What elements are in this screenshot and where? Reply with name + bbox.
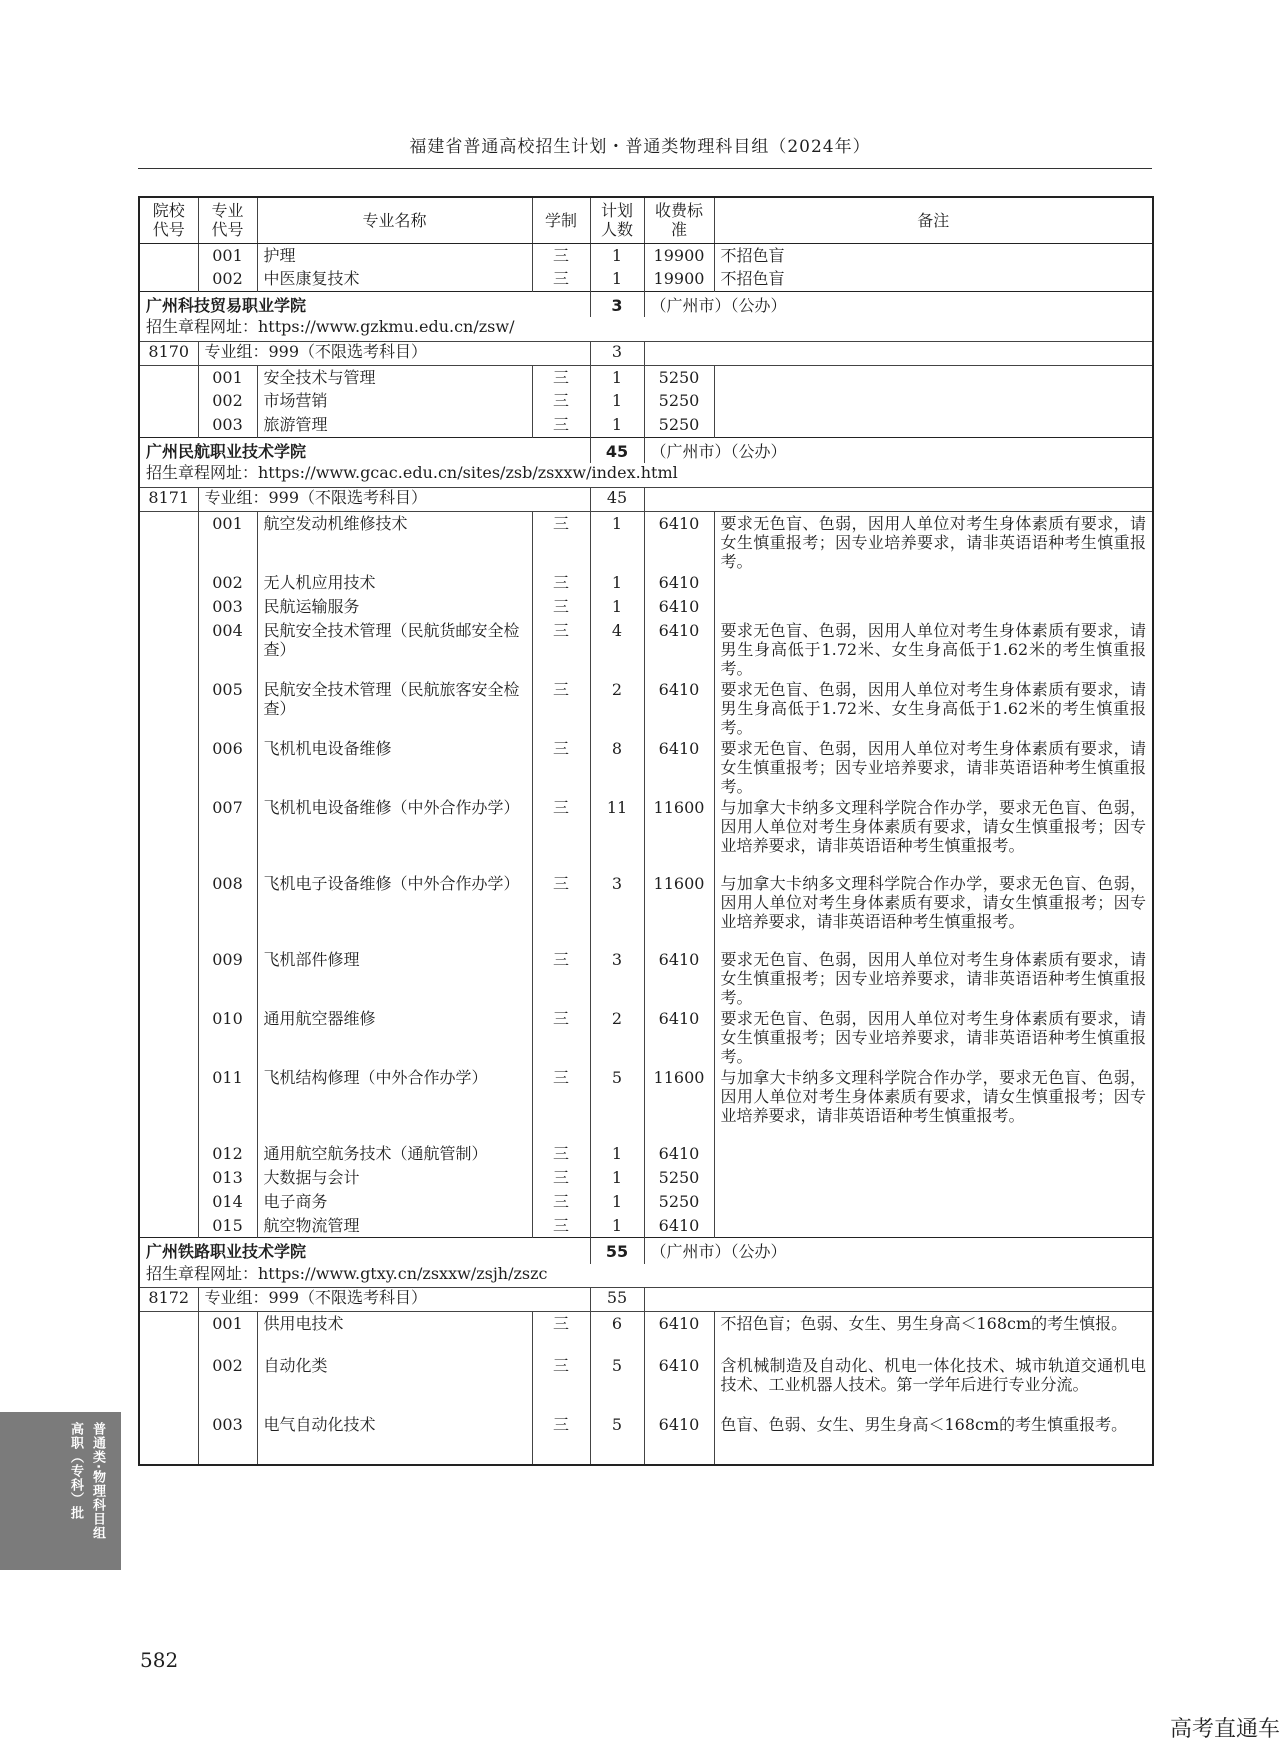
major-name: 大数据与会计 [257, 1166, 532, 1190]
major-note [714, 389, 1153, 413]
major-quota: 1 [590, 1214, 644, 1238]
school-code-cell [139, 243, 198, 267]
school-row [139, 437, 1153, 463]
table-header-row [139, 197, 1153, 243]
major-row [139, 1413, 1153, 1455]
major-code: 008 [198, 872, 257, 948]
major-duration: 三 [532, 595, 590, 619]
major-quota: 1 [590, 243, 644, 267]
major-row [139, 365, 1153, 389]
major-group-row [139, 1288, 1153, 1312]
spacer-cell [644, 1455, 714, 1465]
running-head: 福建省普通高校招生计划・普通类物理科目组（2024年） [409, 137, 871, 157]
major-name: 通用航空航务技术（通航管制） [257, 1142, 532, 1166]
major-note: 色盲、色弱、女生、男生身高＜168cm的考生慎重报考。 [714, 1413, 1153, 1455]
school-code-cell [139, 365, 198, 389]
major-fee: 6410 [644, 678, 714, 737]
major-duration: 三 [532, 1066, 590, 1142]
major-row [139, 267, 1153, 291]
major-quota: 1 [590, 413, 644, 437]
major-code: 014 [198, 1190, 257, 1214]
major-row [139, 1066, 1153, 1142]
major-fee: 11600 [644, 1066, 714, 1142]
major-row [139, 511, 1153, 571]
school-code-cell [139, 389, 198, 413]
major-name: 民航安全技术管理（民航货邮安全检查） [257, 619, 532, 678]
enrollment-plan-table [138, 196, 1154, 1466]
major-duration: 三 [532, 1354, 590, 1413]
group-quota: 45 [590, 487, 644, 511]
spacer-cell [714, 1455, 1153, 1465]
major-code: 006 [198, 737, 257, 796]
major-duration: 三 [532, 1214, 590, 1238]
page-number: 582 [140, 1648, 179, 1672]
major-row [139, 1166, 1153, 1190]
spacer-cell [532, 1455, 590, 1465]
major-code: 003 [198, 595, 257, 619]
major-duration: 三 [532, 267, 590, 291]
major-duration: 三 [532, 796, 590, 872]
major-quota: 1 [590, 267, 644, 291]
major-name: 民航安全技术管理（民航旅客安全检查） [257, 678, 532, 737]
major-name: 民航运输服务 [257, 595, 532, 619]
school-code-cell [139, 1354, 198, 1413]
major-duration: 三 [532, 243, 590, 267]
major-fee: 11600 [644, 872, 714, 948]
major-fee: 6410 [644, 1007, 714, 1066]
major-note [714, 571, 1153, 595]
major-code: 007 [198, 796, 257, 872]
major-code: 001 [198, 243, 257, 267]
major-quota: 2 [590, 1007, 644, 1066]
major-row [139, 243, 1153, 267]
major-code: 012 [198, 1142, 257, 1166]
major-fee: 5250 [644, 1166, 714, 1190]
major-name: 无人机应用技术 [257, 571, 532, 595]
major-fee: 6410 [644, 737, 714, 796]
major-row [139, 619, 1153, 678]
major-code: 010 [198, 1007, 257, 1066]
school-code-cell [139, 1413, 198, 1455]
major-group-row [139, 341, 1153, 365]
major-fee: 6410 [644, 571, 714, 595]
major-quota: 4 [590, 619, 644, 678]
major-duration: 三 [532, 511, 590, 571]
major-quota: 6 [590, 1312, 644, 1354]
school-region-text: （广州市）（公办） [650, 1242, 787, 1261]
major-quota: 1 [590, 1190, 644, 1214]
major-duration: 三 [532, 678, 590, 737]
header-fee: 收费标准 [644, 197, 714, 243]
major-row [139, 1007, 1153, 1066]
school-region-text: （广州市）（公办） [650, 441, 787, 461]
major-duration: 三 [532, 365, 590, 389]
school-charter-url: 招生章程网址：https://www.gzkmu.edu.cn/zsw/ [139, 317, 1153, 341]
school-code-cell [139, 872, 198, 948]
major-note [714, 365, 1153, 389]
major-name: 供用电技术 [257, 1312, 532, 1354]
major-fee: 5250 [644, 413, 714, 437]
major-note: 含机械制造及自动化、机电一体化技术、城市轨道交通机电技术、工业机器人技术。第一学年后进行专业分流。 [714, 1354, 1153, 1413]
major-name: 飞机结构修理（中外合作办学） [257, 1066, 532, 1142]
school-code-cell [139, 511, 198, 571]
major-quota: 2 [590, 678, 644, 737]
table-bottom-spacer [139, 1455, 1153, 1465]
major-quota: 1 [590, 365, 644, 389]
school-code-cell [139, 267, 198, 291]
major-duration: 三 [532, 389, 590, 413]
major-note: 要求无色盲、色弱，因用人单位对考生身体素质有要求，请女生慎重报考；因专业培养要求，请非英语语种考生慎重报考。 [714, 948, 1153, 1007]
header-quota: 计划人数 [590, 197, 644, 243]
group-label: 专业组：999（不限选考科目） [198, 1288, 590, 1312]
table-body [139, 243, 1153, 1465]
major-row [139, 1142, 1153, 1166]
school-code-cell [139, 737, 198, 796]
major-name: 通用航空器维修 [257, 1007, 532, 1066]
major-quota: 5 [590, 1066, 644, 1142]
major-row [139, 1312, 1153, 1354]
major-code: 002 [198, 389, 257, 413]
school-row [139, 291, 1153, 317]
side-tab-line-2: 高职（专科）批 [68, 1422, 83, 1520]
major-fee: 6410 [644, 1214, 714, 1238]
major-fee: 19900 [644, 243, 714, 267]
major-quota: 1 [590, 571, 644, 595]
header-school-code: 院校代号 [139, 197, 198, 243]
group-quota: 3 [590, 341, 644, 365]
major-row [139, 678, 1153, 737]
major-note [714, 1142, 1153, 1166]
school-code-cell [139, 1214, 198, 1238]
major-quota: 8 [590, 737, 644, 796]
major-code: 002 [198, 571, 257, 595]
major-name: 旅游管理 [257, 413, 532, 437]
major-row [139, 1190, 1153, 1214]
school-name: 广州科技贸易职业学院 [139, 291, 590, 317]
school-code-cell [139, 1312, 198, 1354]
major-duration: 三 [532, 872, 590, 948]
major-name: 飞机部件修理 [257, 948, 532, 1007]
major-note: 不招色盲 [714, 267, 1153, 291]
major-note [714, 1190, 1153, 1214]
school-url-row [139, 1264, 1153, 1288]
major-fee: 6410 [644, 1142, 714, 1166]
school-url-row [139, 463, 1153, 487]
major-duration: 三 [532, 1190, 590, 1214]
major-fee: 5250 [644, 389, 714, 413]
major-name: 安全技术与管理 [257, 365, 532, 389]
major-note: 要求无色盲、色弱，因用人单位对考生身体素质有要求，请女生慎重报考；因专业培养要求，请非英语语种考生慎重报考。 [714, 1007, 1153, 1066]
school-code-cell [139, 1007, 198, 1066]
major-code: 001 [198, 511, 257, 571]
major-row [139, 872, 1153, 948]
major-note: 与加拿大卡纳多文理科学院合作办学，要求无色盲、色弱，因用人单位对考生身体素质有要求，请女生慎重报考；因专业培养要求，请非英语语种考生慎重报考。 [714, 1066, 1153, 1142]
major-note: 与加拿大卡纳多文理科学院合作办学，要求无色盲、色弱，因用人单位对考生身体素质有要求，请女生慎重报考；因专业培养要求，请非英语语种考生慎重报考。 [714, 872, 1153, 948]
major-code: 009 [198, 948, 257, 1007]
major-code: 015 [198, 1214, 257, 1238]
major-row [139, 796, 1153, 872]
major-code: 005 [198, 678, 257, 737]
major-name: 护理 [257, 243, 532, 267]
major-note [714, 595, 1153, 619]
major-code: 002 [198, 267, 257, 291]
major-row [139, 595, 1153, 619]
major-quota: 11 [590, 796, 644, 872]
spacer-cell [198, 1455, 257, 1465]
school-name: 广州民航职业技术学院 [139, 437, 590, 463]
major-row [139, 948, 1153, 1007]
major-note: 要求无色盲、色弱，因用人单位对考生身体素质有要求，请女生慎重报考；因专业培养要求，请非英语语种考生慎重报考。 [714, 737, 1153, 796]
major-note: 不招色盲 [714, 243, 1153, 267]
school-quota: 45 [590, 437, 644, 463]
group-empty [644, 1288, 1153, 1312]
group-label: 专业组：999（不限选考科目） [198, 487, 590, 511]
school-code-cell [139, 571, 198, 595]
group-label: 专业组：999（不限选考科目） [198, 341, 590, 365]
group-code: 8170 [139, 341, 198, 365]
school-code-cell [139, 1066, 198, 1142]
major-fee: 6410 [644, 948, 714, 1007]
major-row [139, 1214, 1153, 1238]
major-fee: 6410 [644, 1354, 714, 1413]
major-row [139, 1354, 1153, 1413]
school-quota: 3 [590, 291, 644, 317]
school-code-cell [139, 796, 198, 872]
school-code-cell [139, 595, 198, 619]
major-note [714, 1166, 1153, 1190]
school-code-cell [139, 1142, 198, 1166]
header-major-name: 专业名称 [257, 197, 532, 243]
major-quota: 3 [590, 872, 644, 948]
school-url-row [139, 317, 1153, 341]
group-quota: 55 [590, 1288, 644, 1312]
major-name: 自动化类 [257, 1354, 532, 1413]
header-notes: 备注 [714, 197, 1153, 243]
major-name: 飞机机电设备维修 [257, 737, 532, 796]
major-duration: 三 [532, 1142, 590, 1166]
major-note: 要求无色盲、色弱，因用人单位对考生身体素质有要求，请女生慎重报考；因专业培养要求，请非英语语种考生慎重报考。 [714, 511, 1153, 571]
school-code-cell [139, 1166, 198, 1190]
major-row [139, 389, 1153, 413]
major-row [139, 737, 1153, 796]
school-code-cell [139, 678, 198, 737]
school-row [139, 1238, 1153, 1264]
major-quota: 3 [590, 948, 644, 1007]
major-note: 不招色盲；色弱、女生、男生身高＜168cm的考生慎报。 [714, 1312, 1153, 1354]
major-fee: 11600 [644, 796, 714, 872]
major-name: 飞机机电设备维修（中外合作办学） [257, 796, 532, 872]
major-quota: 1 [590, 1142, 644, 1166]
major-fee: 6410 [644, 619, 714, 678]
major-code: 002 [198, 1354, 257, 1413]
major-group-row [139, 487, 1153, 511]
major-note: 要求无色盲、色弱，因用人单位对考生身体素质有要求，请男生身高低于1.72米、女生身高低于1.62米的考生慎重报考。 [714, 678, 1153, 737]
group-empty [644, 487, 1153, 511]
major-name: 航空物流管理 [257, 1214, 532, 1238]
major-code: 011 [198, 1066, 257, 1142]
major-fee: 19900 [644, 267, 714, 291]
major-name: 航空发动机维修技术 [257, 511, 532, 571]
major-note: 要求无色盲、色弱，因用人单位对考生身体素质有要求，请男生身高低于1.72米、女生身高低于1.62米的考生慎重报考。 [714, 619, 1153, 678]
major-name: 电子商务 [257, 1190, 532, 1214]
major-duration: 三 [532, 737, 590, 796]
school-region [644, 437, 1153, 463]
major-fee: 6410 [644, 1413, 714, 1455]
corner-tag: 高考直通车 [1170, 1717, 1280, 1742]
side-tab-line-1: 普通类·物理科目组 [90, 1422, 105, 1540]
spacer-cell [139, 1455, 198, 1465]
major-code: 004 [198, 619, 257, 678]
school-code-cell [139, 413, 198, 437]
school-charter-url: 招生章程网址：https://www.gtxy.cn/zsxxw/zsjh/zszc [139, 1264, 1153, 1288]
major-quota: 1 [590, 1166, 644, 1190]
section-side-tab [0, 1412, 121, 1570]
major-name: 飞机电子设备维修（中外合作办学） [257, 872, 532, 948]
group-code: 8172 [139, 1288, 198, 1312]
header-rule [138, 168, 1152, 169]
major-quota: 5 [590, 1413, 644, 1455]
major-duration: 三 [532, 413, 590, 437]
school-region [644, 1238, 1153, 1264]
major-quota: 1 [590, 389, 644, 413]
school-quota: 55 [590, 1238, 644, 1264]
major-code: 003 [198, 413, 257, 437]
major-duration: 三 [532, 571, 590, 595]
major-fee: 6410 [644, 511, 714, 571]
major-quota: 1 [590, 511, 644, 571]
major-duration: 三 [532, 1413, 590, 1455]
major-duration: 三 [532, 948, 590, 1007]
major-duration: 三 [532, 619, 590, 678]
header-duration: 学制 [532, 197, 590, 243]
spacer-cell [257, 1455, 532, 1465]
school-code-cell [139, 948, 198, 1007]
major-note [714, 413, 1153, 437]
major-name: 中医康复技术 [257, 267, 532, 291]
major-row [139, 413, 1153, 437]
major-fee: 6410 [644, 595, 714, 619]
school-region [644, 291, 1153, 317]
group-empty [644, 341, 1153, 365]
major-note: 与加拿大卡纳多文理科学院合作办学，要求无色盲、色弱，因用人单位对考生身体素质有要求，请女生慎重报考；因专业培养要求，请非英语语种考生慎重报考。 [714, 796, 1153, 872]
spacer-cell [590, 1455, 644, 1465]
major-duration: 三 [532, 1007, 590, 1066]
major-fee: 6410 [644, 1312, 714, 1354]
school-region-text: （广州市）（公办） [650, 295, 787, 315]
school-name: 广州铁路职业技术学院 [139, 1238, 590, 1264]
major-note [714, 1214, 1153, 1238]
major-code: 013 [198, 1166, 257, 1190]
major-row [139, 571, 1153, 595]
major-fee: 5250 [644, 1190, 714, 1214]
major-code: 003 [198, 1413, 257, 1455]
major-code: 001 [198, 1312, 257, 1354]
major-quota: 1 [590, 595, 644, 619]
group-code: 8171 [139, 487, 198, 511]
major-duration: 三 [532, 1166, 590, 1190]
major-quota: 5 [590, 1354, 644, 1413]
major-duration: 三 [532, 1312, 590, 1354]
school-code-cell [139, 1190, 198, 1214]
header-major-code: 专业代号 [198, 197, 257, 243]
major-code: 001 [198, 365, 257, 389]
school-charter-url: 招生章程网址：https://www.gcac.edu.cn/sites/zsb/zsxxw/index.html [139, 463, 1153, 487]
major-name: 电气自动化技术 [257, 1413, 532, 1455]
major-name: 市场营销 [257, 389, 532, 413]
school-code-cell [139, 619, 198, 678]
major-fee: 5250 [644, 365, 714, 389]
